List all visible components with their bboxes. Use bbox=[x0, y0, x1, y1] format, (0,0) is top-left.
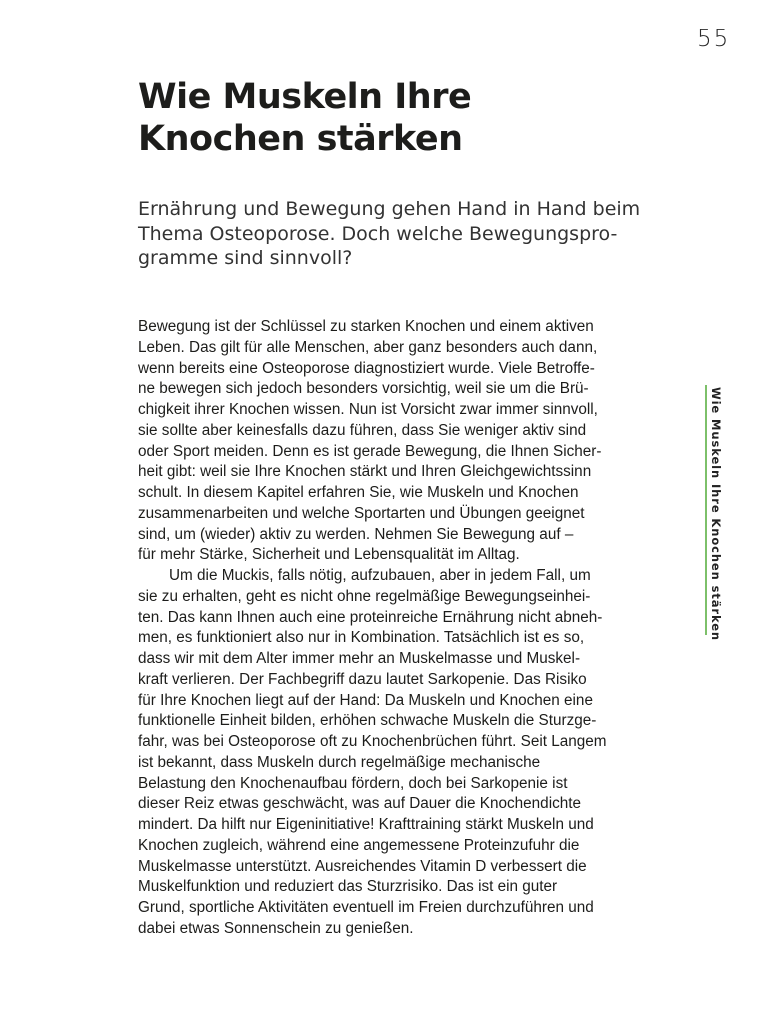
text-line: sie sollte aber keinesfalls dazu führen, dass Sie weniger aktiv sind bbox=[138, 421, 587, 439]
text-line: dabei etwas Sonnenschein zu genießen. bbox=[138, 919, 414, 937]
text-line: kraft verlieren. Der Fachbegriff dazu lautet Sarkopenie. Das Risiko bbox=[138, 670, 587, 688]
text-line: für mehr Stärke, Sicherheit und Lebensqualität im Alltag. bbox=[138, 546, 520, 564]
text-line: oder Sport meiden. Denn es ist gerade Bewegung, die Ihnen Sicher- bbox=[138, 442, 602, 460]
text-line: wenn bereits eine Osteoporose diagnostiziert wurde. Viele Betroffe- bbox=[138, 359, 595, 377]
text-line: sie zu erhalten, geht es nicht ohne regelmäßige Bewegungseinhei- bbox=[138, 587, 591, 605]
text-line: ten. Das kann Ihnen auch eine proteinreiche Ernährung nicht abneh- bbox=[138, 608, 603, 626]
text-line: schult. In diesem Kapitel erfahren Sie, wie Muskeln und Knochen bbox=[138, 484, 579, 501]
paragraph-1 bbox=[138, 317, 607, 566]
side-running-title: Wie Muskeln Ihre Knochen stärken bbox=[709, 387, 723, 642]
text-line: Knochen zugleich, während eine angemessene Proteinzufuhr die bbox=[138, 836, 580, 854]
text-line: chigkeit ihrer Knochen wissen. Nun ist Vorsicht zwar immer sinnvoll, bbox=[138, 401, 598, 418]
text-line: Thema Osteoporose. Doch welche Bewegungspro- bbox=[138, 222, 618, 245]
text-line: Wie Muskeln Ihre bbox=[138, 77, 472, 117]
text-line: men, es funktioniert also nur in Kombination. Tatsächlich ist es so, bbox=[138, 629, 585, 647]
text-line: funktionelle Einheit bilden, erhöhen schwache Muskeln die Sturzge- bbox=[138, 712, 597, 730]
text-line: Leben. Das gilt für alle Menschen, aber ganz besonders auch dann, bbox=[138, 338, 598, 356]
text-line: ist bekannt, dass Muskeln durch regelmäßige mechanische bbox=[138, 753, 541, 771]
side-accent-line bbox=[705, 385, 707, 635]
text-line: Belastung den Knochenaufbau fördern, doch bei Sarkopenie ist bbox=[138, 774, 568, 792]
body-text bbox=[138, 317, 607, 940]
subtitle bbox=[138, 197, 640, 271]
text-line: gramme sind sinnvoll? bbox=[138, 247, 353, 269]
page-title bbox=[138, 76, 471, 160]
paragraph-2 bbox=[138, 566, 607, 940]
text-line: dieser Reiz etwas geschwächt, was auf Dauer die Knochendichte bbox=[138, 795, 582, 813]
text-line: ne bewegen sich jedoch besonders vorsichtig, weil sie um die Brü- bbox=[138, 380, 589, 398]
text-line: Ernährung und Bewegung gehen Hand in Hand beim bbox=[138, 198, 641, 220]
text-line: Bewegung ist der Schlüssel zu starken Knochen und einem aktiven bbox=[138, 318, 594, 335]
text-line: Grund, sportliche Aktivitäten eventuell im Freien durchzuführen und bbox=[138, 899, 594, 916]
text-line: für Ihre Knochen liegt auf der Hand: Da Muskeln und Knochen eine bbox=[138, 691, 593, 709]
text-line: dass wir mit dem Alter immer mehr an Muskelmasse und Muskel- bbox=[138, 650, 581, 667]
page-number: 55 bbox=[697, 26, 731, 52]
text-line: Muskelfunktion und reduziert das Sturzrisiko. Das ist ein guter bbox=[138, 878, 558, 896]
text-line: heit gibt: weil sie Ihre Knochen stärkt und Ihren Gleichgewichtssinn bbox=[138, 463, 592, 481]
text-line: Knochen stärken bbox=[138, 119, 463, 159]
text-line: mindert. Da hilft nur Eigeninitiative! Krafttraining stärkt Muskeln und bbox=[138, 816, 594, 833]
text-line: fahr, was bei Osteoporose oft zu Knochenbrüchen führt. Seit Langem bbox=[138, 733, 607, 750]
text-line: Um die Muckis, falls nötig, aufzubauen, aber in jedem Fall, um bbox=[169, 567, 591, 584]
text-line: Muskelmasse unterstützt. Ausreichendes Vitamin D verbessert die bbox=[138, 857, 587, 875]
text-line: zusammenarbeiten und welche Sportarten und Übungen geeignet bbox=[138, 504, 585, 522]
text-line: sind, um (wieder) aktiv zu werden. Nehmen Sie Bewegung auf – bbox=[138, 525, 574, 543]
